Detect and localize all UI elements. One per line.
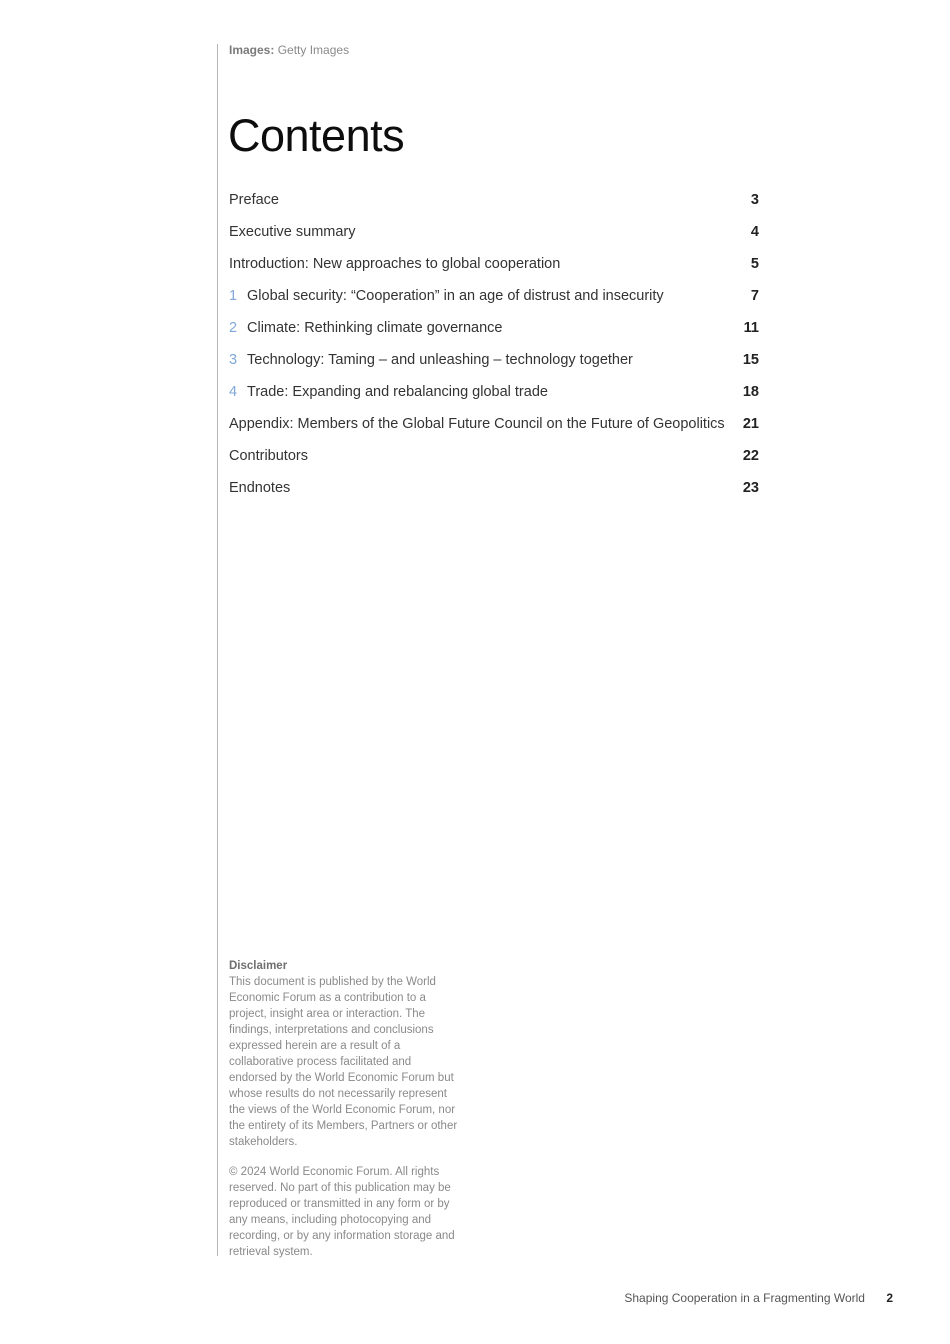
toc-entry-title[interactable]: Introduction: New approaches to global cooperation [229, 256, 561, 272]
disclaimer-body: This document is published by the World Economic Forum as a contribution to a project, insight area or interaction. The findings, interpretations and conclusions expressed herein are a result of a collaborative process facilitated and endorsed by the World Economic Forum but whose results do not necessarily represent the views of the World Economic Forum, nor the entirety of its Members, Partners or other stakeholders. [229, 976, 458, 1148]
toc-entry-chapter-3[interactable] [229, 348, 759, 380]
table-of-contents [229, 188, 759, 508]
toc-entry-page: 22 [742, 448, 759, 464]
page-title: Contents [228, 110, 405, 161]
toc-entry-appendix[interactable] [229, 412, 759, 444]
toc-chapter-number: 3 [229, 352, 238, 368]
image-credit-label: Images: [229, 43, 275, 57]
toc-chapter-number: 1 [229, 288, 238, 304]
toc-chapter-number: 2 [229, 320, 238, 336]
toc-entry-title[interactable]: Endnotes [229, 480, 291, 496]
copyright-notice: © 2024 World Economic Forum. All rights reserved. No part of this publication may be reproduced or transmitted in any form or by any means, including photocopying and recording, or by any information storage and retrieval system. [229, 1166, 455, 1258]
toc-entry-executive-summary[interactable] [229, 220, 759, 252]
toc-entry-title[interactable]: Technology: Taming – and unleashing – technology together [247, 352, 633, 368]
toc-chapter-number: 4 [229, 384, 238, 400]
toc-entry-page: 4 [750, 224, 759, 240]
toc-entry-page: 21 [742, 416, 759, 432]
toc-entry-title[interactable]: Appendix: Members of the Global Future Council on the Future of Geopolitics [229, 416, 725, 432]
toc-entry-title[interactable]: Global security: “Cooperation” in an age of distrust and insecurity [247, 288, 664, 304]
page-footer [624, 1290, 893, 1306]
image-credit-value: Getty Images [277, 43, 350, 57]
toc-entry-page: 11 [743, 320, 759, 336]
toc-entry-page: 5 [750, 256, 759, 272]
toc-entry-title[interactable]: Contributors [229, 448, 308, 464]
toc-entry-title[interactable]: Preface [229, 192, 279, 208]
toc-entry-chapter-4[interactable] [229, 380, 759, 412]
toc-entry-page: 15 [742, 352, 759, 368]
disclaimer-heading: Disclaimer [229, 960, 288, 972]
toc-entry-introduction[interactable] [229, 252, 759, 284]
toc-entry-page: 23 [742, 480, 759, 496]
margin-rule [217, 44, 218, 1256]
toc-entry-contributors[interactable] [229, 444, 759, 476]
toc-entry-endnotes[interactable] [229, 476, 759, 508]
toc-entry-page: 3 [750, 192, 759, 208]
image-credit [229, 42, 349, 58]
toc-entry-preface[interactable] [229, 188, 759, 220]
toc-entry-page: 18 [742, 384, 759, 400]
toc-entry-title[interactable]: Trade: Expanding and rebalancing global trade [247, 384, 548, 400]
toc-entry-chapter-2[interactable] [229, 316, 759, 348]
toc-entry-title[interactable]: Executive summary [229, 224, 356, 240]
toc-entry-chapter-1[interactable] [229, 284, 759, 316]
footer-document-title: Shaping Cooperation in a Fragmenting World [624, 1291, 865, 1305]
disclaimer [229, 958, 459, 1260]
toc-entry-title[interactable]: Climate: Rethinking climate governance [247, 320, 503, 336]
footer-page-number: 2 [886, 1291, 893, 1305]
toc-entry-page: 7 [750, 288, 759, 304]
